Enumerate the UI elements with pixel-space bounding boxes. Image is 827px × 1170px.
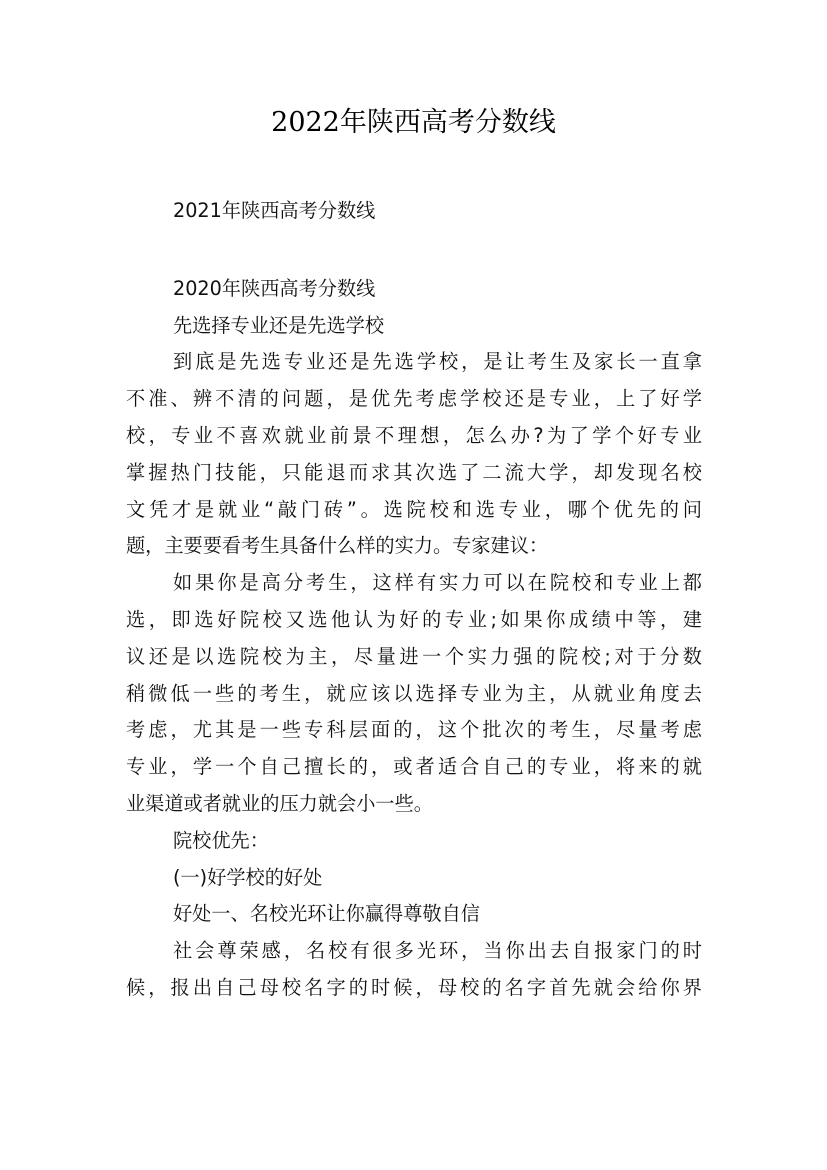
body-line: 稍微低一些的考生，就应该以选择专业为主，从就业角度去	[126, 681, 702, 705]
body-line: 候，报出自己母校名字的时候，母校的名字首先就会给你界	[126, 975, 702, 999]
blank-line	[126, 230, 702, 271]
document-body	[126, 193, 702, 1007]
body-line: 到底是先选专业还是先选学校，是让考生及家长一直拿	[173, 350, 702, 374]
body-line: 2020年陕西高考分数线	[173, 276, 376, 300]
body-line: 文凭才是就业“敲门砖”。选院校和选专业，哪个优先的问	[126, 497, 702, 521]
body-line: 不准、辨不清的问题，是优先考虑学校还是专业，上了好学	[126, 387, 702, 411]
body-line: 2021年陕西高考分数线	[173, 199, 376, 222]
body-line: 业渠道或者就业的压力就会小一些。	[126, 791, 433, 815]
body-line: 先选择专业还是先选学校	[173, 313, 385, 337]
body-line: 专业，学一个自己擅长的，或者适合自己的专业，将来的就	[126, 755, 702, 779]
body-line: 好处一、名校光环让你赢得尊敬自信	[173, 902, 480, 926]
body-line: (一)好学校的好处	[173, 865, 323, 889]
body-line: 考虑，尤其是一些专科层面的，这个批次的考生，尽量考虑	[126, 718, 702, 742]
body-line: 选，即选好院校又选他认为好的专业;如果你成绩中等，建	[126, 607, 702, 631]
body-line: 题，主要要看考生具备什么样的实力。专家建议：	[126, 534, 549, 558]
body-line: 校，专业不喜欢就业前景不理想，怎么办?为了学个好专业	[126, 423, 702, 447]
body-line: 掌握热门技能，只能退而求其次选了二流大学，却发现名校	[126, 460, 702, 484]
body-line: 社会尊荣感，名校有很多光环，当你出去自报家门的时	[173, 939, 702, 963]
body-line: 如果你是高分考生，这样有实力可以在院校和专业上都	[173, 571, 702, 595]
document-title: 2022年陕西高考分数线	[271, 107, 556, 138]
body-line: 院校优先：	[173, 828, 269, 852]
body-line: 议还是以选院校为主，尽量进一个实力强的院校;对于分数	[126, 644, 702, 668]
